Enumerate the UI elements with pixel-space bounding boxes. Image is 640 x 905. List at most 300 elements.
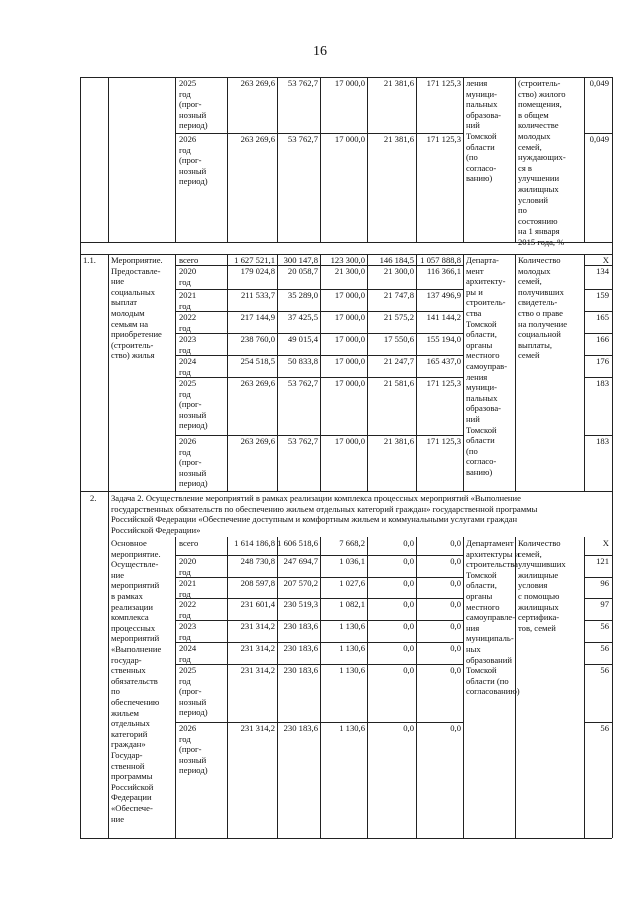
value-cell: 21 381,6: [383, 134, 414, 144]
value-cell: 0,0: [403, 643, 414, 653]
value-cell: 230 183,6: [283, 723, 318, 733]
value-cell: 1 130,6: [339, 621, 365, 631]
year-cell: всего: [179, 255, 199, 265]
table-rule: [175, 620, 463, 621]
measure-name: ние: [111, 813, 125, 824]
value-cell: 263 269,6: [240, 378, 275, 388]
item-number: 2.: [90, 493, 97, 503]
executor-text: ры и: [466, 286, 483, 297]
value-cell: 230 519,3: [283, 599, 318, 609]
indicator-name: с помощью: [518, 591, 560, 601]
indicator-name: тов, семей: [518, 622, 556, 633]
executor-text: Томской: [466, 665, 497, 676]
value-cell: 17 000,0: [334, 356, 365, 366]
value-cell: 137 496,9: [426, 290, 461, 300]
year-cell: 2026: [179, 723, 197, 733]
executor-text: области (по: [466, 675, 509, 686]
value-cell: 208 597,8: [240, 578, 275, 588]
indicator-name: улучшивших: [518, 559, 566, 570]
year-cell: 2023: [179, 334, 197, 344]
table-rule: [175, 333, 463, 334]
indicator-value: Х: [602, 538, 609, 548]
value-cell: 207 570,2: [283, 578, 318, 588]
value-cell: 21 381,6: [383, 436, 414, 446]
measure-name: комплекса: [111, 612, 149, 623]
value-cell: 300 147,8: [283, 255, 318, 265]
item-number: 1.1.: [83, 255, 96, 265]
value-cell: 17 000,0: [334, 134, 365, 144]
task-text: государственных обязательств по обеспечению жильем отдельных категорий граждан» государственной программы: [111, 503, 538, 514]
table-rule: [277, 77, 278, 242]
table-rule: [584, 537, 585, 838]
indicator-name: жилищных: [518, 601, 559, 612]
indicator-name: 2015 года, %: [518, 237, 565, 247]
value-cell: 171 125,3: [426, 436, 461, 446]
measure-name: мероприятий: [111, 580, 160, 591]
value-cell: 231 314,2: [240, 665, 275, 675]
indicator-value: 183: [596, 378, 609, 388]
measure-name: категорий: [111, 728, 148, 739]
measure-name: государ-: [111, 654, 142, 665]
value-cell: 247 694,7: [283, 556, 318, 566]
value-cell: 1 130,6: [339, 723, 365, 733]
table-rule: [277, 537, 278, 838]
indicator-name: молодых: [518, 265, 551, 276]
table-rule: [416, 77, 417, 242]
table-rule: [175, 598, 463, 599]
year-cell: 2020: [179, 266, 197, 276]
indicator-name: жилищные: [518, 569, 559, 580]
table-rule: [320, 77, 321, 242]
indicator-name: (строитель-: [518, 78, 561, 88]
value-cell: 165 437,0: [426, 356, 461, 366]
table-rule: [320, 537, 321, 838]
executor-text: муници-: [466, 88, 497, 99]
measure-name: жильем: [111, 707, 139, 718]
indicator-value: 56: [600, 665, 609, 675]
year-cell: год: [179, 733, 191, 744]
year-cell: период): [179, 420, 208, 431]
measure-name: в рамках: [111, 591, 143, 601]
executor-text: согласо-: [466, 162, 497, 173]
executor-text: местного: [466, 350, 500, 361]
executor-text: области: [466, 141, 495, 152]
year-cell: нозный: [179, 467, 207, 478]
indicator-value: Х: [602, 255, 609, 265]
executor-text: области,: [466, 329, 497, 340]
value-cell: 211 533,7: [240, 290, 275, 300]
value-cell: 1 036,1: [339, 556, 365, 566]
table-rule: [584, 77, 585, 242]
value-cell: 7 668,2: [339, 538, 365, 548]
measure-name: процессных: [111, 622, 156, 633]
indicator-name: выплаты,: [518, 339, 552, 350]
year-cell: 2026: [179, 134, 197, 144]
executor-text: местного: [466, 601, 500, 612]
measure-name: граждан»: [111, 739, 146, 750]
measure-name: «Обеспече-: [111, 803, 153, 813]
indicator-value: 56: [600, 723, 609, 733]
executor-text: мент: [466, 265, 484, 276]
value-cell: 17 000,0: [334, 334, 365, 344]
value-cell: 17 000,0: [334, 78, 365, 88]
indicator-name: ство о праве: [518, 308, 563, 318]
value-cell: 230 183,6: [283, 621, 318, 631]
measure-name: семьям на: [111, 318, 149, 329]
value-cell: 231 314,2: [240, 643, 275, 653]
indicator-value: 97: [600, 599, 609, 609]
value-cell: 1 130,6: [339, 665, 365, 675]
value-cell: 1 627 521,1: [234, 255, 275, 265]
executor-text: образований: [466, 654, 512, 665]
executor-text: Томской: [466, 569, 497, 580]
executor-text: ванию): [466, 467, 493, 477]
table-rule: [515, 77, 516, 242]
measure-name: обязательств: [111, 675, 158, 686]
indicator-name: Количество: [518, 255, 561, 265]
indicator-name: жилищных: [518, 184, 559, 194]
year-cell: 2021: [179, 290, 197, 300]
indicator-value: 183: [596, 436, 609, 446]
table-rule: [515, 254, 516, 491]
indicator-value: 134: [596, 266, 609, 276]
value-cell: 0,0: [450, 599, 461, 609]
table-rule: [108, 491, 109, 537]
value-cell: 263 269,6: [240, 78, 275, 88]
year-cell: всего: [179, 538, 199, 548]
indicator-value: 0,049: [589, 134, 609, 144]
indicator-name: количестве: [518, 120, 559, 131]
value-cell: 0,0: [450, 578, 461, 588]
table-rule: [80, 77, 81, 838]
year-cell: 2025: [179, 665, 197, 675]
year-cell: (прог-: [179, 686, 202, 697]
table-rule: [108, 254, 109, 491]
value-cell: 238 760,0: [240, 334, 275, 344]
measure-name: ственной: [111, 760, 145, 771]
value-cell: 254 518,5: [240, 356, 275, 366]
indicator-value: 96: [600, 578, 609, 588]
table-rule: [227, 77, 228, 242]
value-cell: 248 730,8: [240, 556, 275, 566]
value-cell: 179 024,8: [240, 266, 275, 276]
table-rule: [175, 722, 463, 723]
table-rule: [175, 77, 176, 242]
executor-text: самоуправ-: [466, 361, 508, 371]
executor-text: (по: [466, 152, 478, 163]
executor-text: (по: [466, 445, 478, 456]
measure-name: Федерации: [111, 792, 152, 803]
value-cell: 141 144,2: [426, 312, 461, 322]
executor-text: органы: [466, 591, 493, 601]
value-cell: 53 762,7: [287, 134, 318, 144]
value-cell: 231 314,2: [240, 723, 275, 733]
value-cell: 171 125,3: [426, 378, 461, 388]
value-cell: 17 000,0: [334, 378, 365, 388]
year-cell: год: [179, 446, 191, 457]
measure-name: реализации: [111, 601, 153, 612]
value-cell: 53 762,7: [287, 378, 318, 388]
indicator-name: семей: [518, 350, 540, 361]
year-cell: нозный: [179, 109, 207, 120]
value-cell: 21 747,8: [383, 290, 414, 300]
table-rule: [108, 77, 109, 242]
executor-text: Томской: [466, 131, 497, 141]
table-rule: [367, 537, 368, 838]
executor-text: архитекту-: [466, 276, 506, 287]
executor-text: ства: [466, 308, 482, 318]
measure-name: мероприятий: [111, 633, 160, 644]
year-cell: (прог-: [179, 744, 202, 755]
year-cell: 2026: [179, 436, 197, 446]
executor-text: образова-: [466, 109, 502, 120]
indicator-value: 0,049: [589, 78, 609, 88]
executor-text: муниципаль-: [466, 633, 514, 644]
value-cell: 21 575,2: [383, 312, 414, 322]
indicator-value: 166: [596, 334, 609, 344]
executor-text: области,: [466, 580, 497, 591]
value-cell: 0,0: [450, 723, 461, 733]
value-cell: 21 300,0: [334, 266, 365, 276]
measure-name: ние: [111, 276, 125, 287]
value-cell: 230 183,6: [283, 643, 318, 653]
value-cell: 35 289,0: [287, 290, 318, 300]
value-cell: 17 000,0: [334, 436, 365, 446]
executor-text: муници-: [466, 382, 497, 393]
value-cell: 21 381,6: [383, 78, 414, 88]
table-rule: [80, 838, 612, 839]
table-rule: [175, 133, 463, 134]
year-cell: 2024: [179, 643, 197, 653]
value-cell: 217 144,9: [240, 312, 275, 322]
value-cell: 49 015,4: [287, 334, 318, 344]
value-cell: 21 581,6: [383, 378, 414, 388]
year-cell: год: [179, 609, 191, 620]
executor-text: образова-: [466, 403, 502, 414]
table-rule: [463, 254, 464, 491]
measure-name: обеспечению: [111, 697, 160, 707]
year-cell: период): [179, 120, 208, 131]
year-cell: нозный: [179, 696, 207, 707]
year-cell: год: [179, 588, 191, 599]
indicator-name: семей,: [518, 141, 542, 152]
indicator-name: ство) жилого: [518, 88, 566, 99]
value-cell: 0,0: [450, 621, 461, 631]
executor-text: архитектуры и: [466, 548, 520, 559]
table-rule: [108, 537, 109, 838]
table-rule: [175, 664, 463, 665]
value-cell: 20 058,7: [287, 266, 318, 276]
measure-name: ние: [111, 569, 125, 580]
executor-text: органы: [466, 339, 493, 350]
year-cell: год: [179, 566, 191, 577]
measure-name: социальных: [111, 286, 156, 297]
year-cell: 2022: [179, 312, 197, 322]
executor-text: ванию): [466, 173, 493, 184]
indicator-name: ся в: [518, 162, 532, 173]
year-cell: год: [179, 322, 191, 333]
indicator-name: получивших: [518, 286, 564, 297]
executor-text: согласованию): [466, 686, 520, 697]
executor-text: самоуправле-: [466, 612, 516, 623]
table-rule: [175, 289, 463, 290]
indicator-value: 56: [600, 621, 609, 631]
indicator-name: условия: [518, 580, 548, 591]
year-cell: 2021: [179, 578, 197, 588]
indicator-name: свидетель-: [518, 297, 558, 308]
value-cell: 1 027,6: [339, 578, 365, 588]
value-cell: 0,0: [403, 665, 414, 675]
indicator-name: семей,: [518, 276, 542, 287]
measure-name: Осуществле-: [111, 559, 159, 570]
table-rule: [175, 355, 463, 356]
indicator-value: 121: [596, 556, 609, 566]
task-text: Задача 2. Осуществление мероприятий в рамках реализации комплекса процессных мероприятий «Выполнение: [111, 493, 521, 503]
measure-name: мероприятие.: [111, 548, 161, 559]
table-rule: [80, 491, 612, 492]
table-rule: [227, 537, 228, 838]
year-cell: 2024: [179, 356, 197, 366]
table-rule: [175, 555, 463, 556]
year-cell: год: [179, 653, 191, 664]
measure-name: по: [111, 686, 120, 697]
table-rule: [175, 377, 463, 378]
indicator-name: помещения,: [518, 99, 562, 110]
value-cell: 231 314,2: [240, 621, 275, 631]
task-text: Российской Федерации «Обеспечение доступным и комфортным жильем и коммунальными услугами граждан: [111, 514, 518, 525]
value-cell: 1 130,6: [339, 643, 365, 653]
measure-name: «Выполнение: [111, 644, 162, 654]
table-rule: [175, 577, 463, 578]
table-rule: [175, 642, 463, 643]
executor-text: пальных: [466, 99, 498, 110]
value-cell: 0,0: [450, 538, 461, 548]
year-cell: период): [179, 765, 208, 776]
measure-name: отдельных: [111, 718, 150, 729]
indicator-name: на получение: [518, 318, 568, 329]
executor-text: строительства: [466, 559, 518, 570]
indicator-name: на 1 января: [518, 226, 560, 237]
measure-name: ственных: [111, 665, 146, 676]
value-cell: 0,0: [450, 556, 461, 566]
year-cell: нозный: [179, 754, 207, 765]
year-cell: год: [179, 366, 191, 377]
value-cell: 53 762,7: [287, 436, 318, 446]
measure-name: молодым: [111, 308, 145, 318]
year-cell: (прог-: [179, 457, 202, 468]
value-cell: 171 125,3: [426, 134, 461, 144]
table-rule: [463, 77, 464, 242]
year-cell: период): [179, 707, 208, 718]
value-cell: 0,0: [403, 578, 414, 588]
indicator-name: состоянию: [518, 215, 558, 226]
indicator-name: семей,: [518, 548, 542, 559]
executor-text: Томской: [466, 318, 497, 329]
year-cell: период): [179, 478, 208, 489]
year-cell: год: [179, 144, 191, 155]
measure-name: Мероприятие.: [111, 255, 163, 265]
measure-name: (строитель-: [111, 339, 154, 350]
value-cell: 50 833,8: [287, 356, 318, 366]
value-cell: 1 057 888,8: [420, 255, 461, 265]
table-rule: [463, 537, 464, 838]
value-cell: 123 300,0: [330, 255, 365, 265]
value-cell: 171 125,3: [426, 78, 461, 88]
indicator-value: 165: [596, 312, 609, 322]
value-cell: 116 366,1: [426, 266, 461, 276]
year-cell: год: [179, 88, 191, 99]
year-cell: год: [179, 300, 191, 311]
value-cell: 17 000,0: [334, 312, 365, 322]
value-cell: 263 269,6: [240, 134, 275, 144]
measure-name: Основное: [111, 538, 147, 548]
table-rule: [175, 435, 463, 436]
year-cell: 2020: [179, 556, 197, 566]
executor-text: Томской: [466, 424, 497, 435]
executor-text: ления: [466, 371, 488, 382]
year-cell: (прог-: [179, 99, 202, 110]
indicator-name: Количество: [518, 538, 561, 548]
year-cell: (прог-: [179, 399, 202, 410]
value-cell: 146 184,5: [379, 255, 414, 265]
measure-name: ство) жилья: [111, 350, 155, 361]
executor-text: пальных: [466, 392, 498, 403]
value-cell: 0,0: [403, 621, 414, 631]
value-cell: 17 000,0: [334, 290, 365, 300]
executor-text: согласо-: [466, 456, 497, 467]
executor-text: ления: [466, 78, 488, 88]
executor-text: ния: [466, 622, 480, 633]
indicator-value: 56: [600, 643, 609, 653]
indicator-name: улучшении: [518, 173, 560, 184]
indicator-name: социальной: [518, 329, 561, 340]
year-cell: год: [179, 276, 191, 287]
year-cell: год: [179, 631, 191, 642]
table-rule: [416, 537, 417, 838]
year-cell: год: [179, 675, 191, 686]
indicator-name: условий: [518, 194, 548, 205]
executor-text: ний: [466, 120, 480, 131]
year-cell: год: [179, 344, 191, 355]
year-cell: 2022: [179, 599, 197, 609]
measure-name: Российской: [111, 781, 154, 792]
value-cell: 1 606 518,6: [277, 538, 318, 548]
measure-name: Государ-: [111, 750, 143, 760]
page-number: 16: [313, 44, 327, 59]
executor-text: области: [466, 435, 495, 446]
value-cell: 0,0: [403, 538, 414, 548]
year-cell: период): [179, 176, 208, 187]
indicator-name: молодых: [518, 131, 551, 141]
value-cell: 230 183,6: [283, 665, 318, 675]
year-cell: 2025: [179, 78, 197, 88]
value-cell: 1 082,1: [339, 599, 365, 609]
table-rule: [367, 77, 368, 242]
value-cell: 21 300,0: [383, 266, 414, 276]
indicator-name: нуждающих-: [518, 152, 566, 163]
measure-name: программы: [111, 771, 153, 782]
executor-text: ний: [466, 414, 480, 424]
value-cell: 0,0: [450, 643, 461, 653]
indicator-name: сертифика-: [518, 612, 560, 623]
table-rule: [175, 537, 176, 838]
value-cell: 17 550,6: [383, 334, 414, 344]
year-cell: год: [179, 388, 191, 399]
table-rule: [612, 77, 613, 838]
value-cell: 155 194,0: [426, 334, 461, 344]
value-cell: 37 425,5: [287, 312, 318, 322]
year-cell: 2025: [179, 378, 197, 388]
